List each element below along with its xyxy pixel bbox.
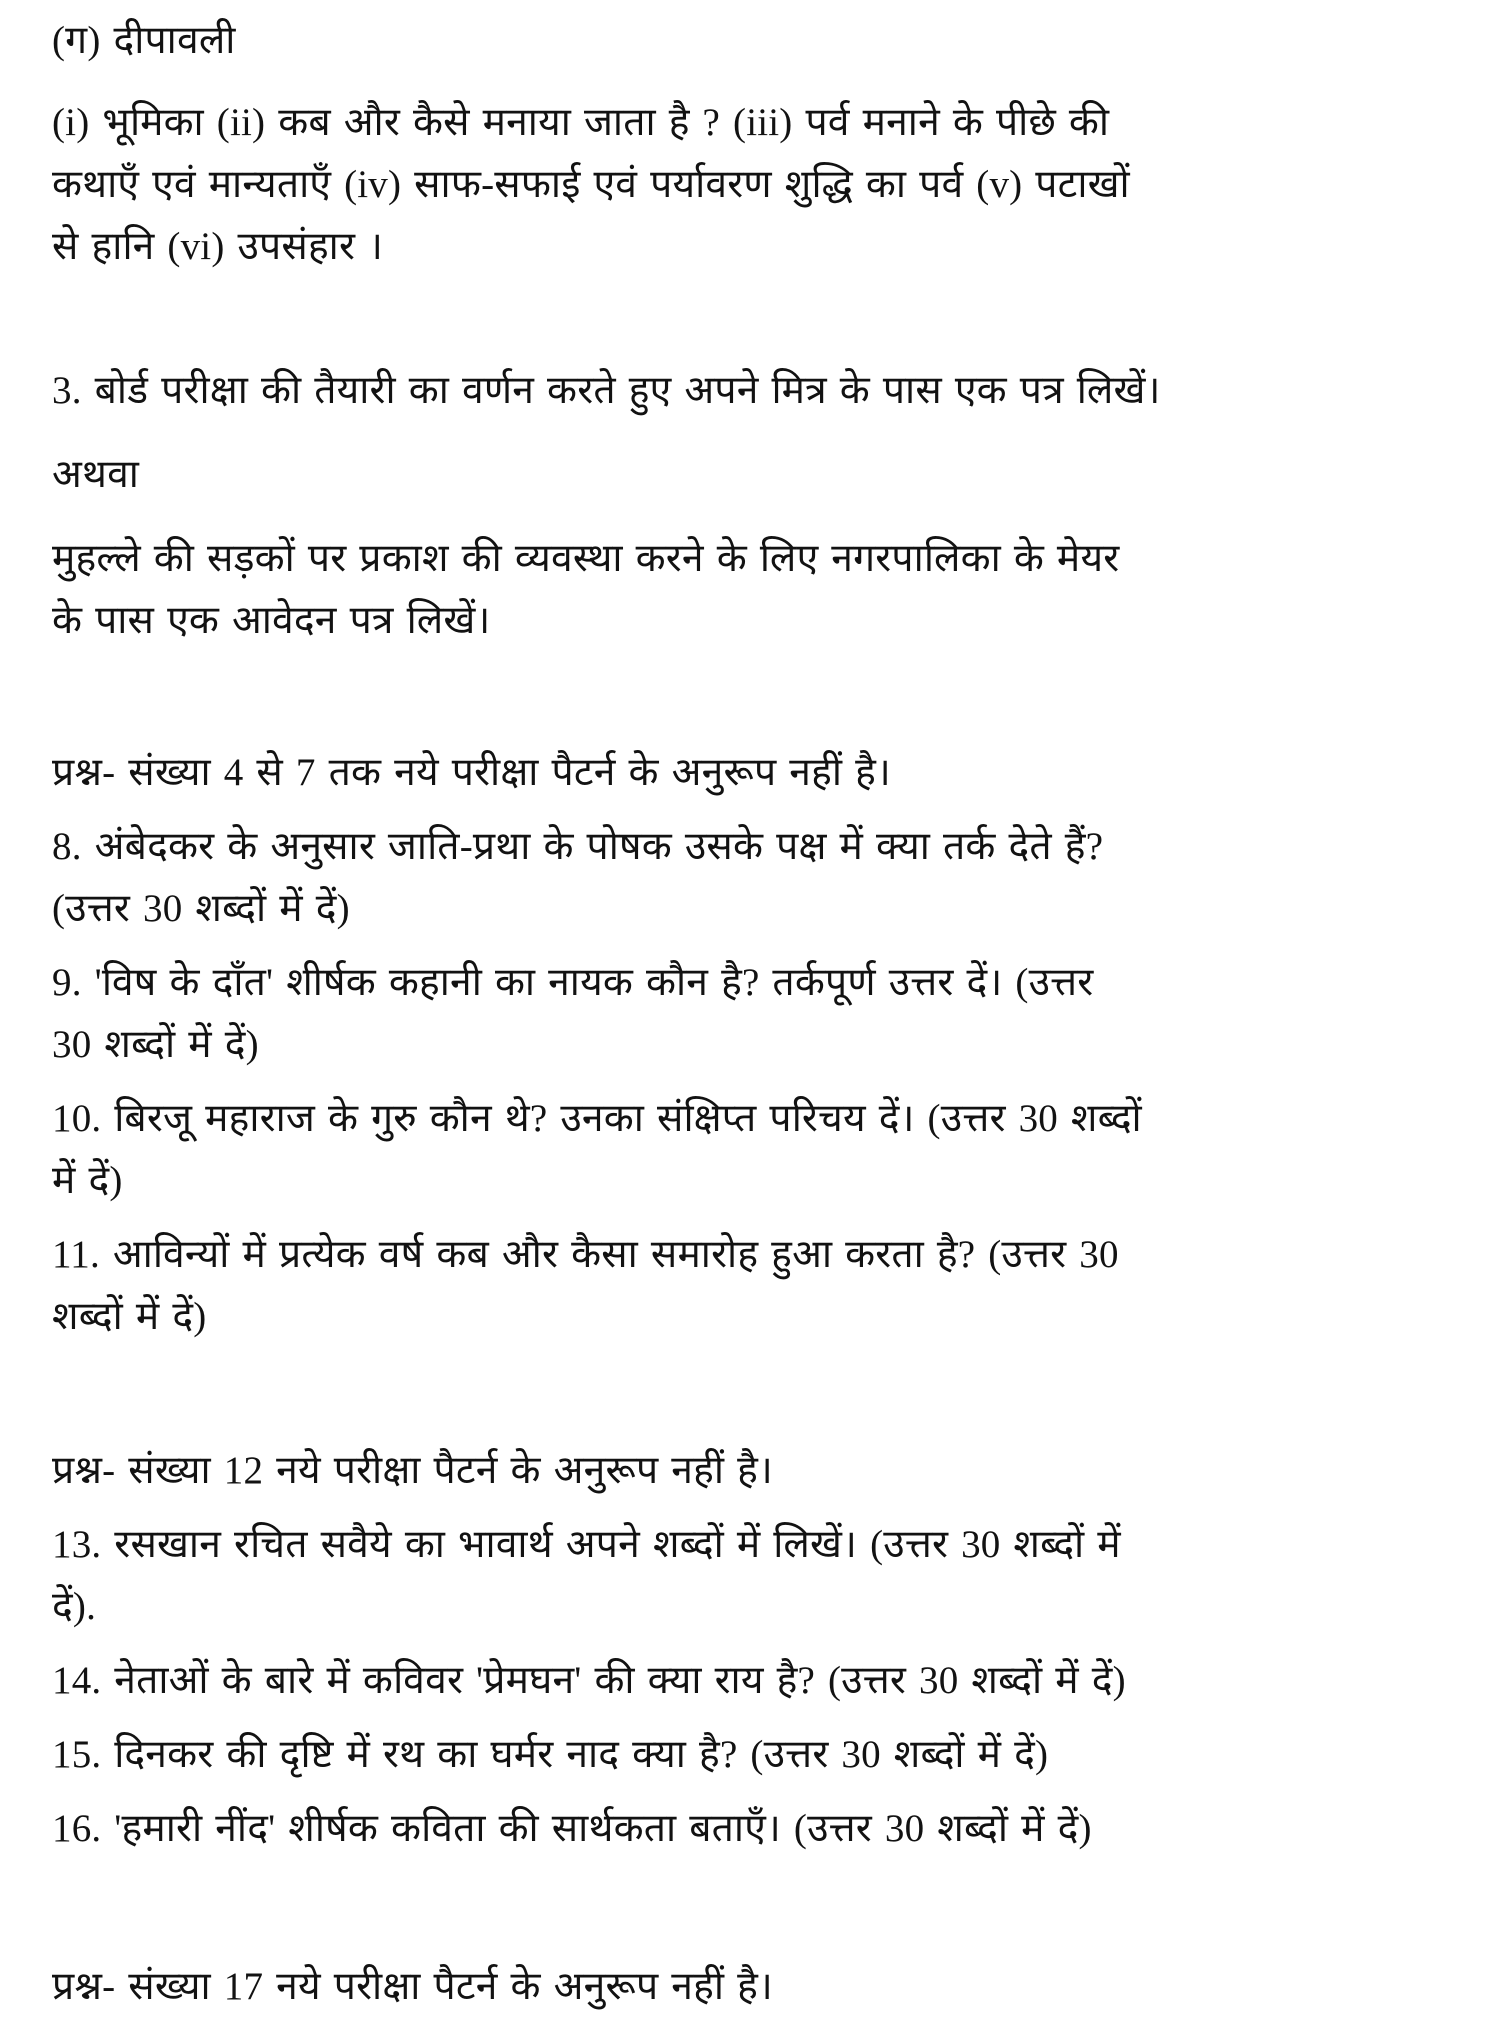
option-c-outline-paragraph: (i) भूमिका (ii) कब और कैसे मनाया जाता है ? (iii) पर्व मनाने के पीछे की कथाएँ एवं मान्यताएँ (iv) साफ-सफाई एवं पर्यावरण शुद्धि का पर्व (v) पटाखों से हानि (vi) उपसंहार । — [52, 101, 1130, 268]
or-separator: अथवा — [52, 453, 140, 496]
note-questions-4-to-7: प्रश्न- संख्या 4 से 7 तक नये परीक्षा पैटर्न के अनुरूप नहीं है। — [52, 751, 891, 794]
question-9: 9. 'विष के दाँत' शीर्षक कहानी का नायक कौन है? तर्कपूर्ण उत्तर दें। (उत्तर 30 शब्दों में दें) — [52, 961, 1094, 1066]
question-8: 8. अंबेदकर के अनुसार जाति-प्रथा के पोषक उसके पक्ष में क्या तर्क देते हैं? (उत्तर 30 शब्दों में दें) — [52, 825, 1104, 930]
option-c-heading: (ग) दीपावली — [52, 19, 236, 62]
question-3: 3. बोर्ड परीक्षा की तैयारी का वर्णन करते हुए अपने मित्र के पास एक पत्र लिखें। — [52, 369, 1161, 412]
note-question-17: प्रश्न- संख्या 17 नये परीक्षा पैटर्न के अनुरूप नहीं है। — [52, 1965, 773, 2008]
question-3-alternate: मुहल्ले की सड़कों पर प्रकाश की व्यवस्था करने के लिए नगरपालिका के मेयर के पास एक आवेदन पत्र लिखें। — [52, 537, 1120, 642]
question-15: 15. दिनकर की दृष्टि में रथ का घर्मर नाद क्या है? (उत्तर 30 शब्दों में दें) — [52, 1733, 1049, 1776]
question-16: 16. 'हमारी नींद' शीर्षक कविता की सार्थकता बताएँ। (उत्तर 30 शब्दों में दें) — [52, 1807, 1092, 1850]
question-14: 14. नेताओं के बारे में कविवर 'प्रेमघन' की क्या राय है? (उत्तर 30 शब्दों में दें) — [52, 1659, 1126, 1702]
note-question-12: प्रश्न- संख्या 12 नये परीक्षा पैटर्न के अनुरूप नहीं है। — [52, 1449, 773, 1492]
question-10: 10. बिरजू महाराज के गुरु कौन थे? उनका संक्षिप्त परिचय दें। (उत्तर 30 शब्दों में दें) — [52, 1097, 1142, 1202]
question-13: 13. रसखान रचित सवैये का भावार्थ अपने शब्दों में लिखें। (उत्तर 30 शब्दों में दें). — [52, 1523, 1121, 1628]
question-11: 11. आविन्यों में प्रत्येक वर्ष कब और कैसा समारोह हुआ करता है? (उत्तर 30 शब्दों में दें) — [52, 1233, 1119, 1338]
